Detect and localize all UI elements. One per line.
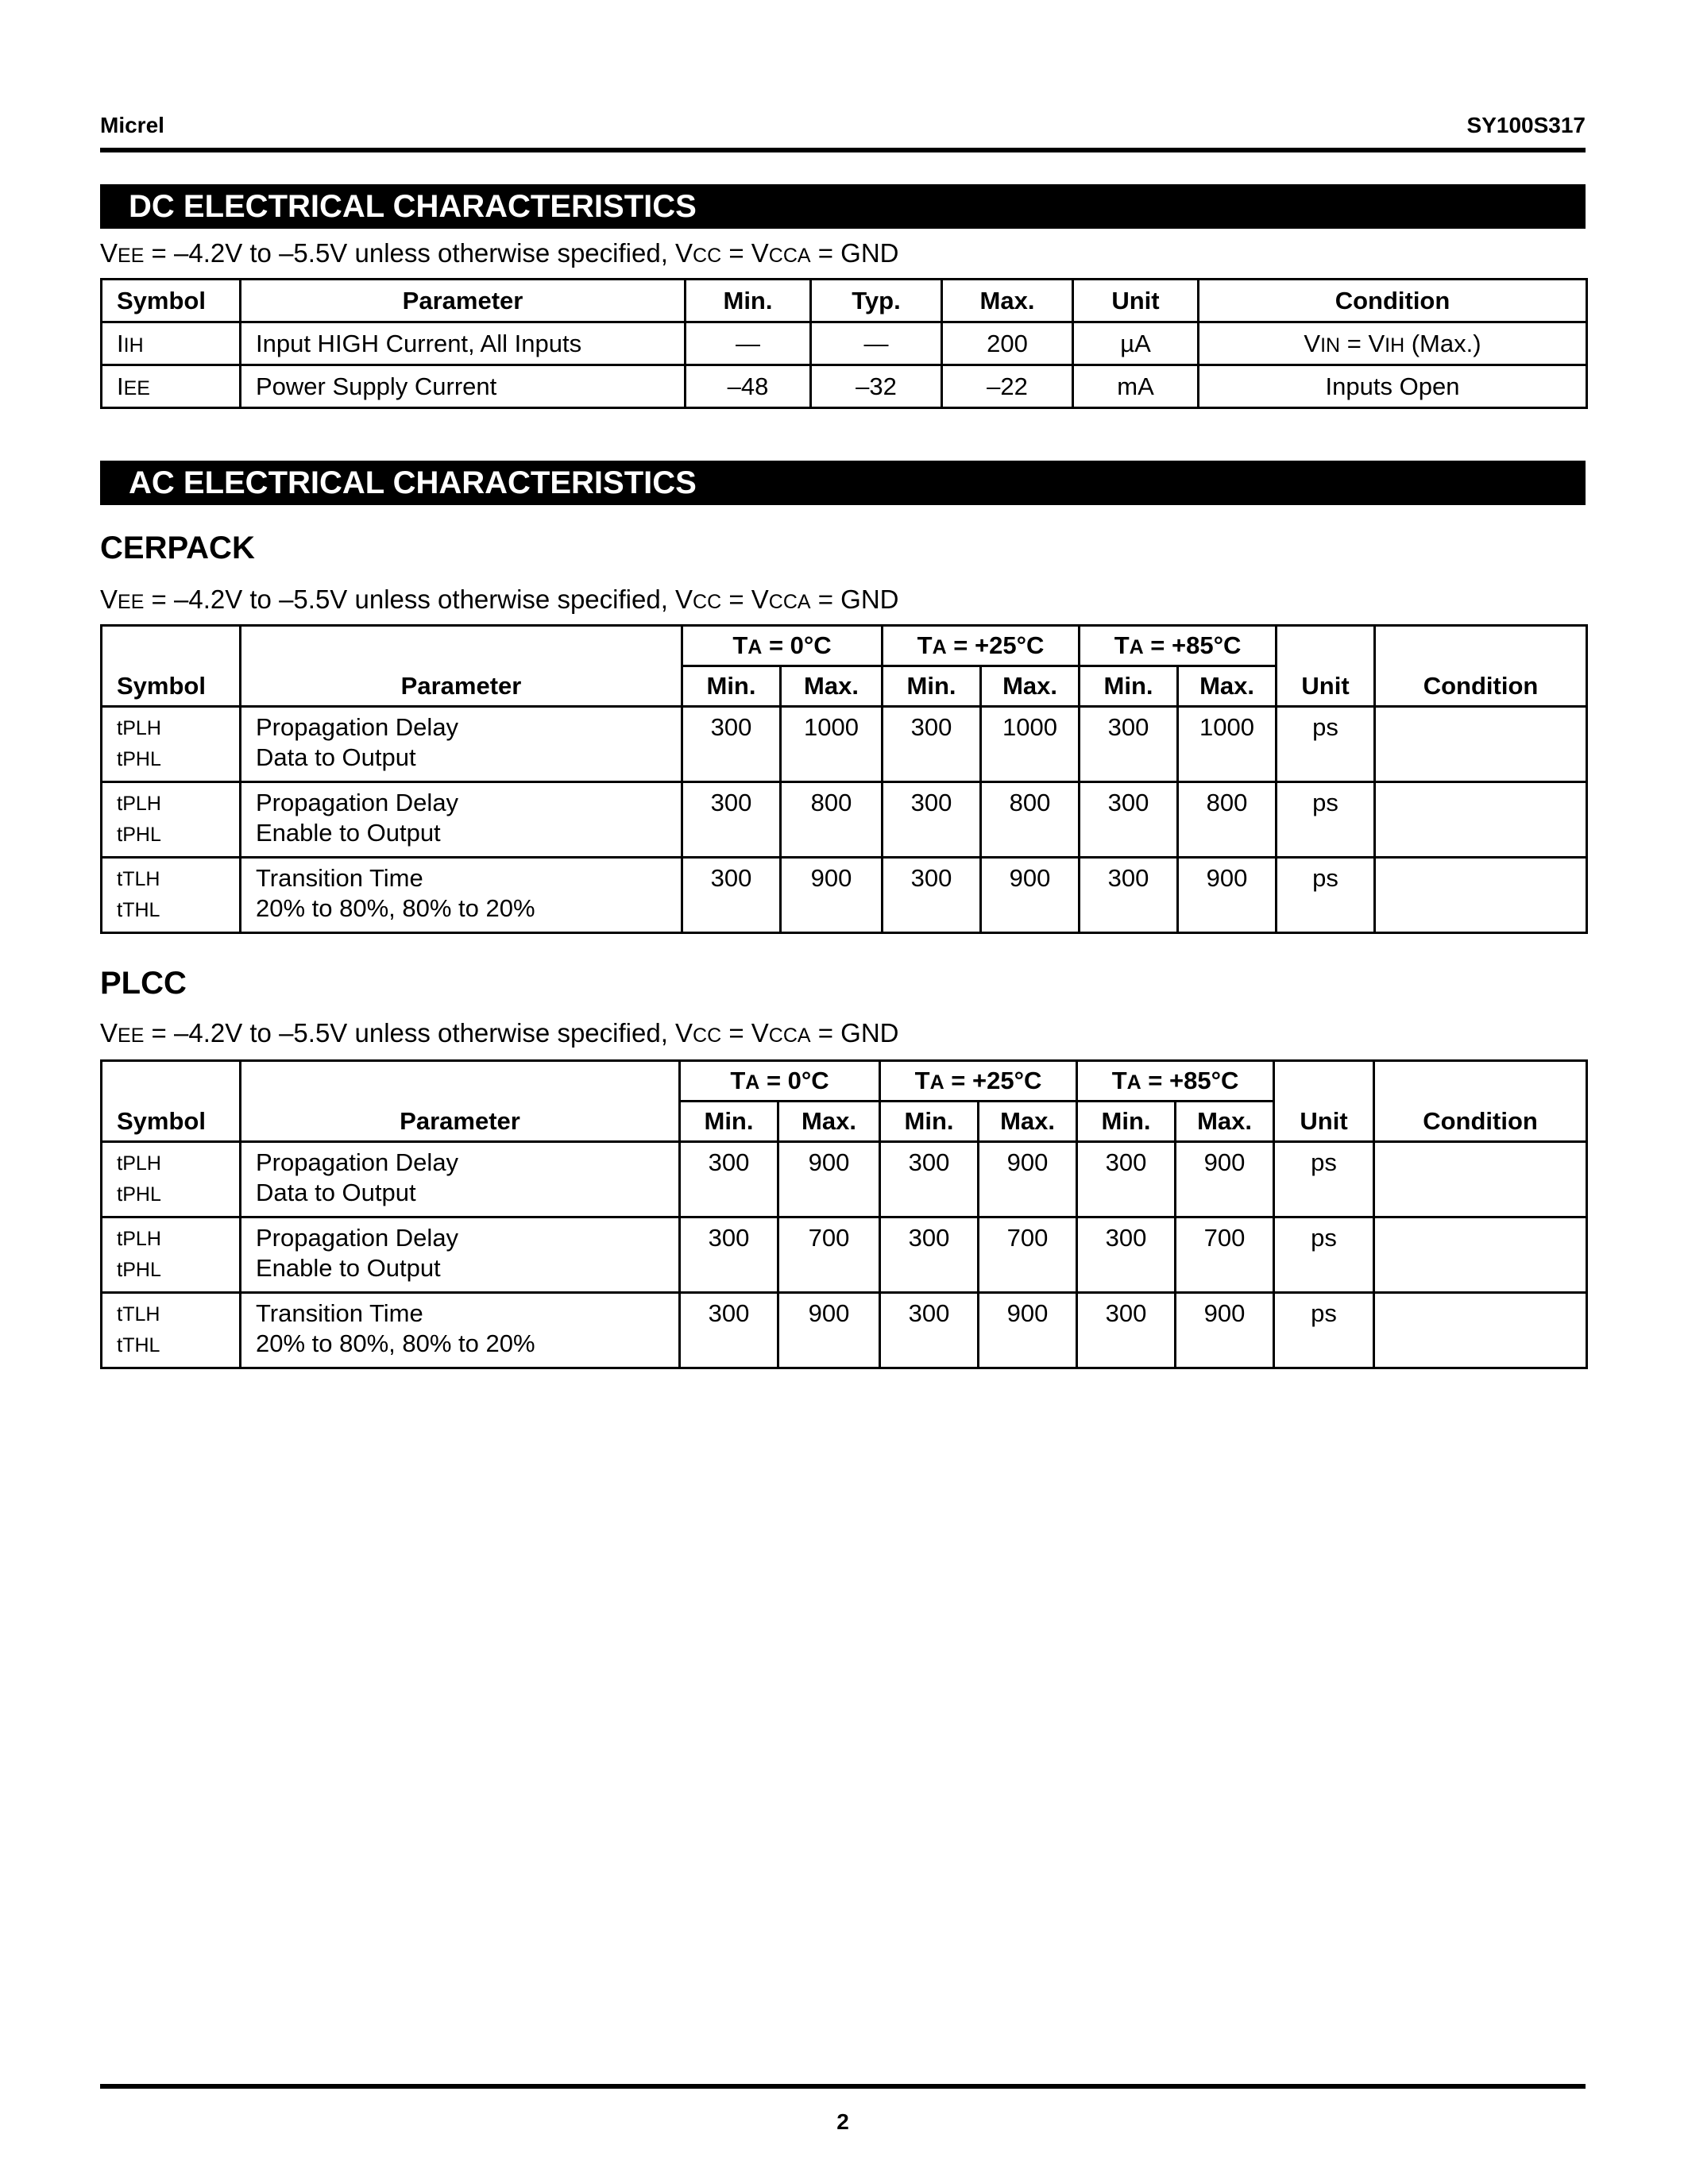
- value-cell: 900: [981, 858, 1080, 933]
- value-cell: 700: [1176, 1217, 1274, 1293]
- ac-col-max: Max.: [1176, 1102, 1274, 1142]
- max-cell: –22: [942, 365, 1073, 408]
- part-number: SY100S317: [1466, 113, 1586, 137]
- parameter-cell: Propagation Delay Enable to Output: [241, 782, 682, 858]
- value-cell: 1000: [781, 707, 883, 782]
- dc-header-row: [102, 280, 1587, 322]
- value-cell: 800: [981, 782, 1080, 858]
- ac-section-title: AC ELECTRICAL CHARACTERISTICS: [100, 461, 1586, 505]
- ac-col-max: Max.: [781, 666, 883, 707]
- value-cell: 300: [883, 707, 981, 782]
- parameter-cell: Transition Time 20% to 80%, 80% to 20%: [241, 858, 682, 933]
- table-row: [102, 1217, 1587, 1293]
- ac-header-row-1: [102, 626, 1587, 666]
- value-cell: 300: [1077, 1293, 1176, 1368]
- unit-cell: ps: [1274, 1293, 1374, 1368]
- value-cell: 800: [1178, 782, 1277, 858]
- symbol-cell: tPLH tPHL: [102, 782, 241, 858]
- value-cell: 300: [883, 782, 981, 858]
- condition-cell: VIN = VIH (Max.): [1199, 322, 1587, 365]
- ac-col-unit: Unit: [1277, 626, 1375, 707]
- symbol-cell: tTLH tTHL: [102, 858, 241, 933]
- cerpack-table: [100, 624, 1588, 934]
- dc-col-unit: Unit: [1073, 280, 1199, 322]
- value-cell: 300: [682, 782, 781, 858]
- ac-col-condition: Condition: [1374, 1061, 1587, 1142]
- value-cell: 300: [883, 858, 981, 933]
- dc-col-symbol: Symbol: [102, 280, 241, 322]
- value-cell: 900: [781, 858, 883, 933]
- table-row: [102, 1142, 1587, 1217]
- plcc-heading: PLCC: [100, 966, 187, 1001]
- ac-col-symbol: Symbol: [102, 1061, 241, 1142]
- temp-group-85c: TA = +85°C: [1077, 1061, 1274, 1102]
- condition-cell: [1374, 1293, 1587, 1368]
- dc-col-typ: Typ.: [811, 280, 942, 322]
- symbol-cell: IEE: [102, 365, 241, 408]
- ac-col-min: Min.: [1077, 1102, 1176, 1142]
- dc-col-min: Min.: [686, 280, 811, 322]
- value-cell: 900: [979, 1293, 1077, 1368]
- temp-group-0c: TA = 0°C: [682, 626, 883, 666]
- ac-col-unit: Unit: [1274, 1061, 1374, 1142]
- table-row: [102, 782, 1587, 858]
- ac-col-parameter: Parameter: [241, 626, 682, 707]
- page: [100, 0, 1586, 2184]
- ac-col-max: Max.: [979, 1102, 1077, 1142]
- symbol-cell: tTLH tTHL: [102, 1293, 241, 1368]
- temp-group-25c: TA = +25°C: [880, 1061, 1077, 1102]
- max-cell: 200: [942, 322, 1073, 365]
- value-cell: 900: [1176, 1142, 1274, 1217]
- ac-col-min: Min.: [1080, 666, 1178, 707]
- value-cell: 300: [880, 1142, 979, 1217]
- parameter-cell: Propagation Delay Data to Output: [241, 707, 682, 782]
- dc-conditions: VEE = –4.2V to –5.5V unless otherwise specified, VCC = VCCA = GND: [100, 238, 899, 268]
- ac-col-condition: Condition: [1375, 626, 1587, 707]
- plcc-conditions: VEE = –4.2V to –5.5V unless otherwise specified, VCC = VCCA = GND: [100, 1018, 899, 1048]
- value-cell: 300: [1077, 1217, 1176, 1293]
- condition-cell: [1375, 707, 1587, 782]
- footer-rule: [100, 2084, 1586, 2089]
- table-row: [102, 707, 1587, 782]
- value-cell: 800: [781, 782, 883, 858]
- value-cell: 900: [778, 1293, 880, 1368]
- value-cell: 700: [778, 1217, 880, 1293]
- value-cell: 300: [880, 1293, 979, 1368]
- table-row: [102, 322, 1587, 365]
- value-cell: 300: [682, 707, 781, 782]
- dc-table: [100, 278, 1588, 409]
- unit-cell: ps: [1274, 1217, 1374, 1293]
- min-cell: –48: [686, 365, 811, 408]
- condition-cell: [1375, 858, 1587, 933]
- unit-cell: µA: [1073, 322, 1199, 365]
- parameter-cell: Propagation Delay Data to Output: [241, 1142, 680, 1217]
- condition-cell: [1374, 1142, 1587, 1217]
- condition-cell: [1374, 1217, 1587, 1293]
- typ-cell: —: [811, 322, 942, 365]
- unit-cell: mA: [1073, 365, 1199, 408]
- value-cell: 300: [682, 858, 781, 933]
- ac-col-min: Min.: [880, 1102, 979, 1142]
- temp-group-0c: TA = 0°C: [680, 1061, 880, 1102]
- header-rule: [100, 148, 1586, 152]
- cerpack-conditions: VEE = –4.2V to –5.5V unless otherwise specified, VCC = VCCA = GND: [100, 585, 899, 614]
- value-cell: 300: [1080, 858, 1178, 933]
- cerpack-heading: CERPACK: [100, 531, 255, 565]
- dc-col-condition: Condition: [1199, 280, 1587, 322]
- page-number: 2: [836, 2109, 849, 2134]
- value-cell: 900: [778, 1142, 880, 1217]
- dc-col-max: Max.: [942, 280, 1073, 322]
- value-cell: 300: [1080, 782, 1178, 858]
- value-cell: 300: [1080, 707, 1178, 782]
- dc-section-title: DC ELECTRICAL CHARACTERISTICS: [100, 184, 1586, 229]
- value-cell: 300: [680, 1142, 778, 1217]
- table-row: [102, 1293, 1587, 1368]
- company-name: Micrel: [100, 113, 164, 137]
- ac-col-max: Max.: [1178, 666, 1277, 707]
- value-cell: 700: [979, 1217, 1077, 1293]
- temp-group-25c: TA = +25°C: [883, 626, 1080, 666]
- value-cell: 900: [1178, 858, 1277, 933]
- parameter-cell: Propagation Delay Enable to Output: [241, 1217, 680, 1293]
- table-row: [102, 858, 1587, 933]
- table-row: [102, 365, 1587, 408]
- ac-col-min: Min.: [682, 666, 781, 707]
- min-cell: —: [686, 322, 811, 365]
- parameter-cell: Input HIGH Current, All Inputs: [241, 322, 686, 365]
- unit-cell: ps: [1277, 707, 1375, 782]
- temp-group-85c: TA = +85°C: [1080, 626, 1277, 666]
- value-cell: 1000: [1178, 707, 1277, 782]
- parameter-cell: Power Supply Current: [241, 365, 686, 408]
- value-cell: 300: [680, 1217, 778, 1293]
- value-cell: 900: [1176, 1293, 1274, 1368]
- value-cell: 900: [979, 1142, 1077, 1217]
- symbol-cell: tPLH tPHL: [102, 1217, 241, 1293]
- plcc-table: [100, 1059, 1588, 1369]
- dc-col-parameter: Parameter: [241, 280, 686, 322]
- unit-cell: ps: [1274, 1142, 1374, 1217]
- symbol-cell: tPLH tPHL: [102, 707, 241, 782]
- condition-cell: Inputs Open: [1199, 365, 1587, 408]
- symbol-cell: tPLH tPHL: [102, 1142, 241, 1217]
- value-cell: 1000: [981, 707, 1080, 782]
- ac-col-min: Min.: [680, 1102, 778, 1142]
- symbol-cell: IIH: [102, 322, 241, 365]
- ac-col-symbol: Symbol: [102, 626, 241, 707]
- ac-col-min: Min.: [883, 666, 981, 707]
- ac-col-parameter: Parameter: [241, 1061, 680, 1142]
- value-cell: 300: [1077, 1142, 1176, 1217]
- ac-col-max: Max.: [778, 1102, 880, 1142]
- parameter-cell: Transition Time 20% to 80%, 80% to 20%: [241, 1293, 680, 1368]
- unit-cell: ps: [1277, 782, 1375, 858]
- condition-cell: [1375, 782, 1587, 858]
- typ-cell: –32: [811, 365, 942, 408]
- ac-header-row-1: [102, 1061, 1587, 1102]
- value-cell: 300: [680, 1293, 778, 1368]
- ac-col-max: Max.: [981, 666, 1080, 707]
- value-cell: 300: [880, 1217, 979, 1293]
- unit-cell: ps: [1277, 858, 1375, 933]
